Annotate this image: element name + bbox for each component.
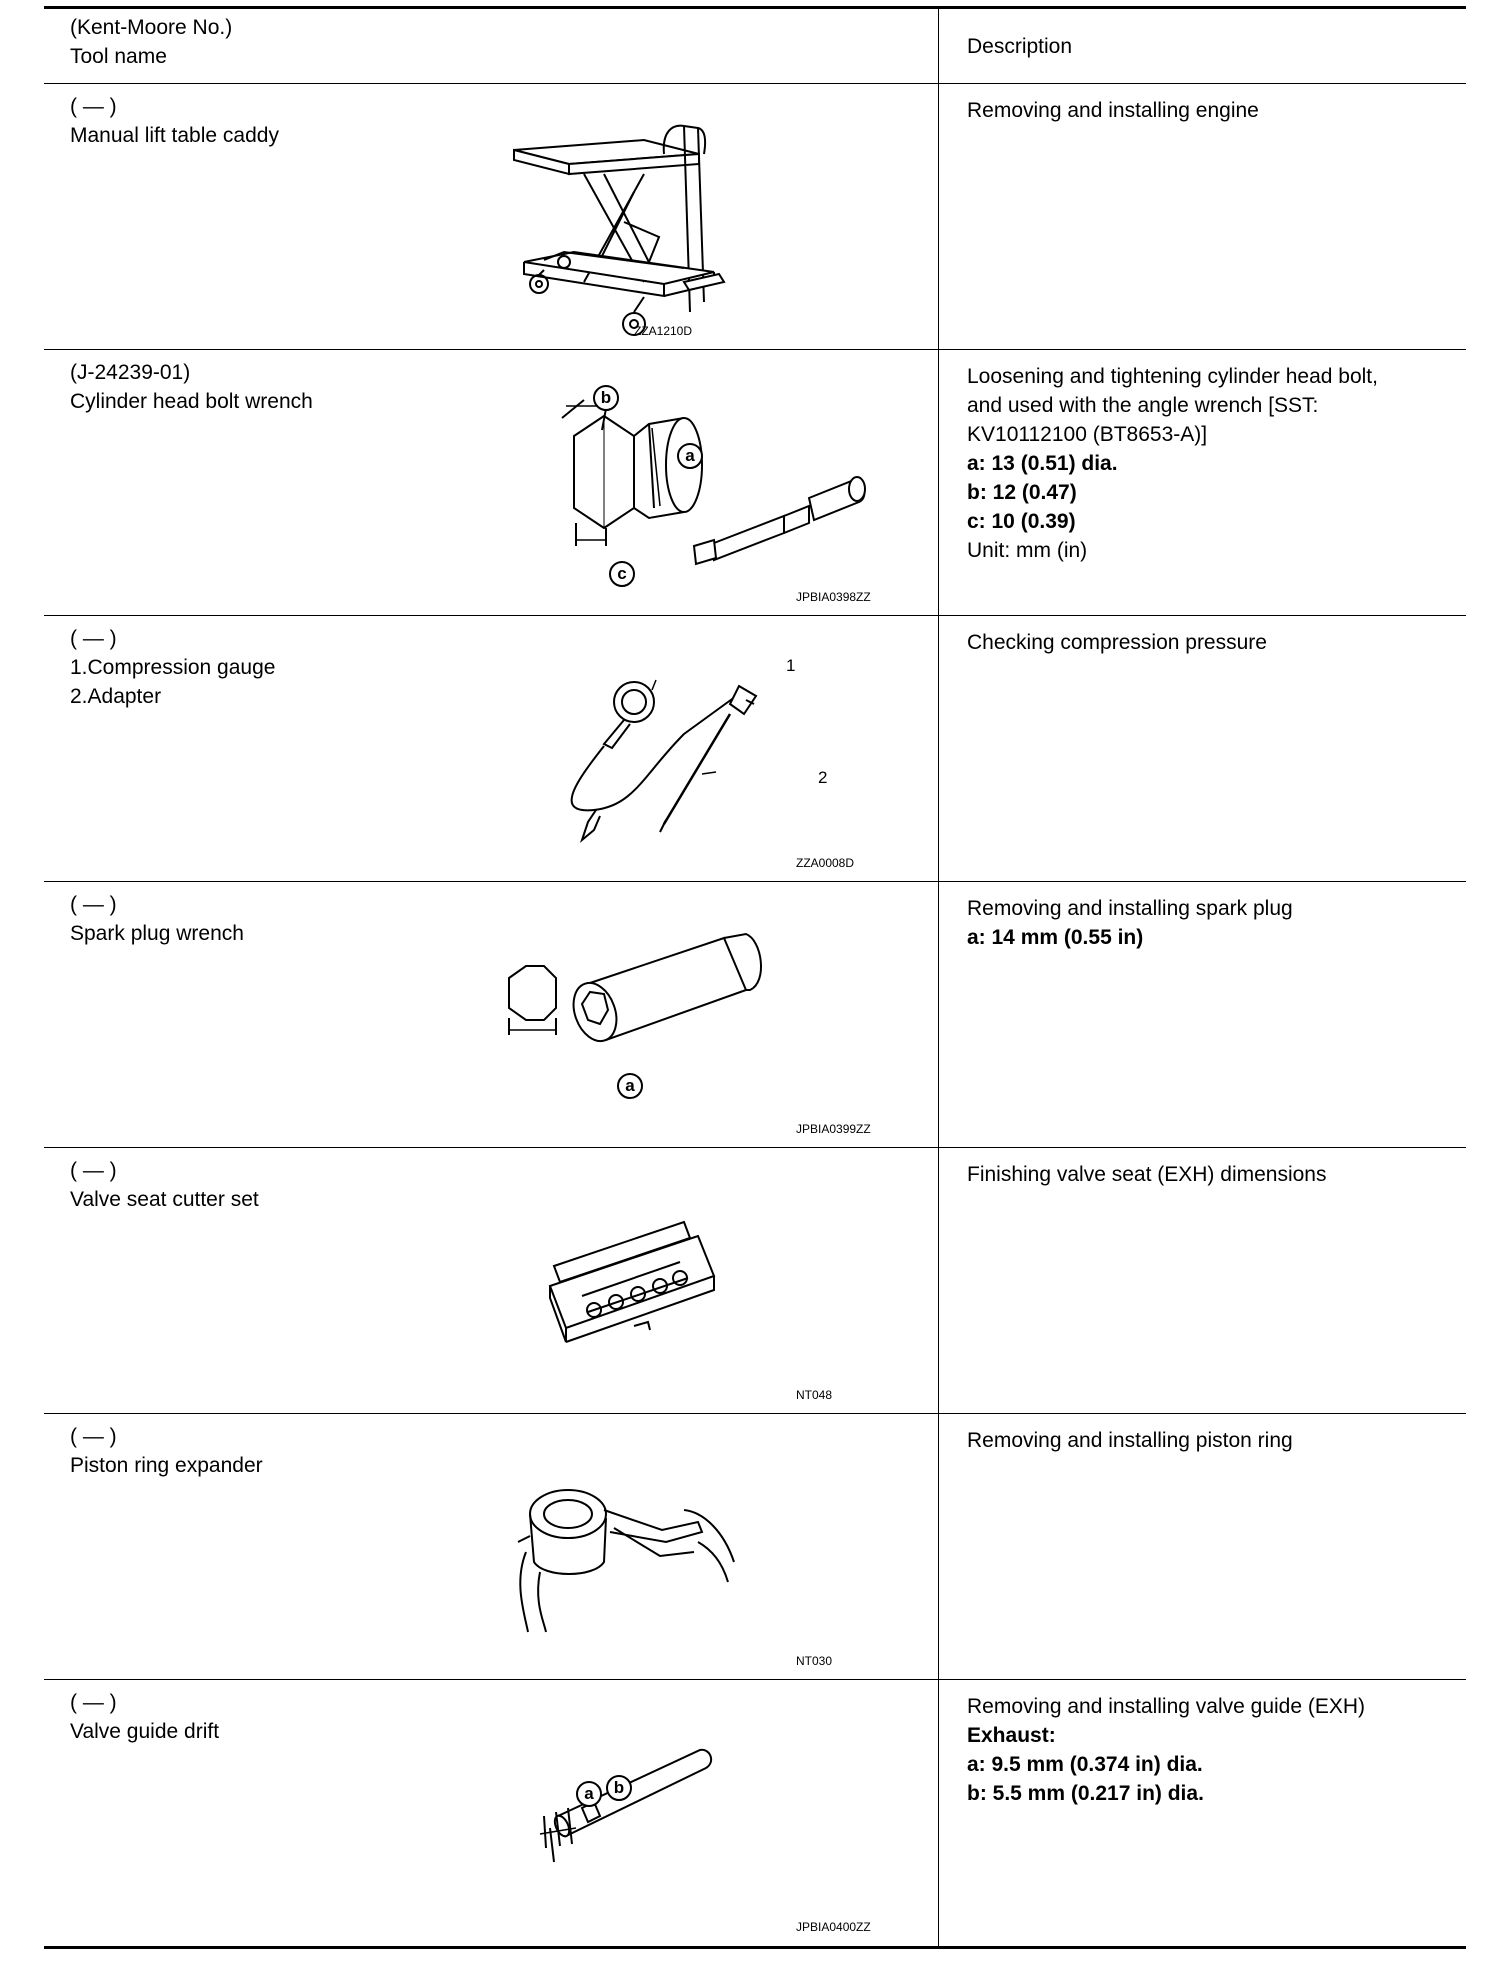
tool-number: ( — ): [70, 1425, 117, 1448]
table-row: [44, 350, 1466, 616]
description-cell: [939, 1680, 1466, 1946]
tool-cell: [44, 882, 939, 1147]
table-header-row: [44, 9, 1466, 84]
description-line: KV10112100 (BT8653-A)]: [967, 423, 1208, 446]
tool-cell: [44, 1680, 939, 1946]
figure-code: JPBIA0400ZZ: [796, 1920, 871, 1934]
figure-code: ZZA1210D: [634, 324, 693, 338]
tool-name: Manual lift table caddy: [70, 124, 279, 147]
tool-cell: [44, 616, 939, 881]
figure-code: ZZA0008D: [796, 856, 855, 870]
description-line: Removing and installing piston ring: [967, 1429, 1293, 1452]
piston-ring-expander-illustration: [484, 1432, 904, 1672]
description-line: Removing and installing spark plug: [967, 897, 1293, 920]
callout-1-label: 1: [786, 656, 796, 675]
description-line: Checking compression pressure: [967, 631, 1267, 654]
header-tool-cell: [44, 9, 939, 83]
tool-cell: [44, 350, 939, 615]
tool-number: ( — ): [70, 95, 117, 118]
tool-name: Spark plug wrench: [70, 922, 244, 945]
tool-name: Valve seat cutter set: [70, 1188, 259, 1211]
figure-code: NT030: [796, 1654, 833, 1668]
description-line: Removing and installing engine: [967, 99, 1259, 122]
tool-number: ( — ): [70, 627, 117, 650]
compression-gauge-illustration: [484, 634, 904, 874]
figure-code: JPBIA0399ZZ: [796, 1122, 871, 1136]
description-cell: [939, 616, 1466, 881]
callout-a-label: a: [584, 1784, 594, 1803]
table-row: [44, 1414, 1466, 1680]
table-row: [44, 1680, 1466, 1946]
description-line: Loosening and tightening cylinder head bolt,: [967, 365, 1378, 388]
callout-2-label: 2: [818, 768, 828, 787]
tool-number: ( — ): [70, 893, 117, 916]
header-tool-name-label: Tool name: [70, 45, 167, 68]
tool-name: 1.Compression gauge: [70, 656, 276, 679]
header-description-cell: [939, 9, 1466, 83]
table-row: [44, 84, 1466, 350]
tool-cell: [44, 1414, 939, 1679]
description-line: and used with the angle wrench [SST:: [967, 394, 1319, 417]
callout-a-label: a: [625, 1076, 635, 1095]
spec-line: b: 12 (0.47): [967, 481, 1077, 504]
tool-name: Piston ring expander: [70, 1454, 263, 1477]
cylinder-head-bolt-wrench-illustration: [484, 368, 904, 608]
lift-table-caddy-illustration: [484, 102, 904, 342]
spec-line: c: 10 (0.39): [967, 510, 1076, 533]
description-cell: [939, 84, 1466, 349]
callout-b-label: b: [613, 1778, 625, 1797]
spec-line: Exhaust:: [967, 1724, 1056, 1747]
tool-number: (J-24239-01): [70, 361, 191, 384]
spec-line: a: 9.5 mm (0.374 in) dia.: [967, 1753, 1203, 1776]
callout-a-label: a: [685, 446, 695, 465]
description-cell: [939, 350, 1466, 615]
figure-code: JPBIA0398ZZ: [796, 590, 871, 604]
spec-line: a: 14 mm (0.55 in): [967, 926, 1144, 949]
description-cell: [939, 1414, 1466, 1679]
valve-guide-drift-illustration: [484, 1698, 904, 1938]
spec-line: a: 13 (0.51) dia.: [967, 452, 1118, 475]
table-row: [44, 616, 1466, 882]
valve-seat-cutter-set-illustration: [484, 1166, 904, 1406]
tool-name: Cylinder head bolt wrench: [70, 390, 313, 413]
tool-cell: [44, 84, 939, 349]
spark-plug-wrench-illustration: [484, 900, 904, 1140]
description-cell: [939, 1148, 1466, 1413]
tool-number: ( — ): [70, 1159, 117, 1182]
tool-cell: [44, 1148, 939, 1413]
callout-b-label: b: [600, 388, 612, 407]
special-service-tools-table: [44, 6, 1466, 1949]
spec-line: b: 5.5 mm (0.217 in) dia.: [967, 1782, 1204, 1805]
tool-number: ( — ): [70, 1691, 117, 1714]
unit-line: Unit: mm (in): [967, 539, 1088, 562]
header-description-label: Description: [967, 34, 1073, 58]
header-kent-moore-label: (Kent-Moore No.): [70, 16, 233, 39]
figure-code: NT048: [796, 1388, 833, 1402]
description-cell: [939, 882, 1466, 1147]
table-row: [44, 882, 1466, 1148]
callout-c-label: c: [617, 564, 627, 583]
tool-name: Valve guide drift: [70, 1720, 220, 1743]
description-line: Finishing valve seat (EXH) dimensions: [967, 1163, 1327, 1186]
table-row: [44, 1148, 1466, 1414]
tool-name: 2.Adapter: [70, 685, 162, 708]
description-line: Removing and installing valve guide (EXH): [967, 1695, 1366, 1718]
